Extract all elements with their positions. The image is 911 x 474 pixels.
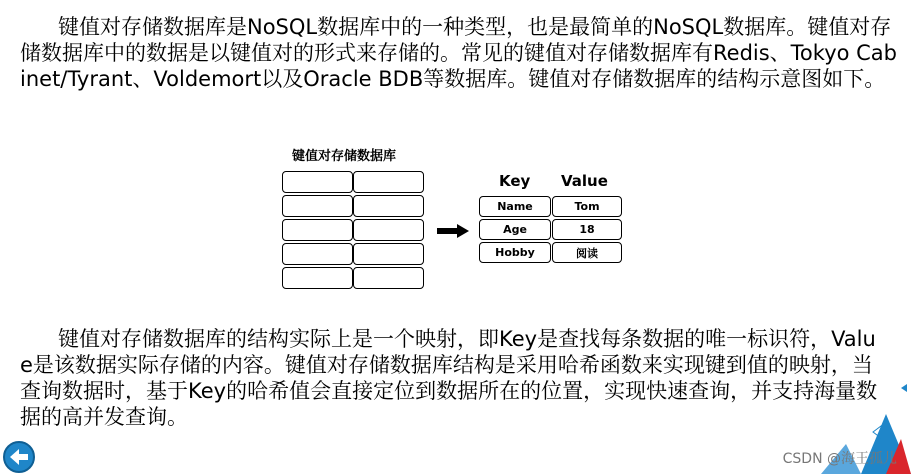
watermark: CSDN @海王孤儿 [782,451,897,467]
key-cell-name: Name [479,196,551,217]
grid-cell [282,267,353,289]
explanation-paragraph: 键值对存储数据库的结构实际上是一个映射，即Key是查找每条数据的唯一标识符，Value是该数据实际存储的内容。键值对存储数据库结构是采用哈希函数来实现键到值的映射，当查询数据时，基于Key的哈希值会直接定位到数据所在的位置，实现快速查询，并支持海量数据的高并发查询。 [20,327,878,429]
key-cell-age: Age [479,219,551,240]
value-cell-hobby: 阅读 [552,242,622,263]
grid-cell [282,219,353,241]
key-cell-hobby: Hobby [479,242,551,263]
value-cell-name: Tom [552,196,622,217]
grid-cell [353,171,424,193]
value-cell-age: 18 [552,219,622,240]
grid-cell [282,243,353,265]
grid-cell [282,171,353,193]
grid-cell [353,195,424,217]
back-arrow-icon[interactable] [2,440,36,474]
mapping-arrow-icon [437,224,469,238]
key-header: Key [499,172,531,190]
grid-cell [353,243,424,265]
intro-paragraph: 键值对存储数据库是NoSQL数据库中的一种类型，也是最简单的NoSQL数据库。键值对存储数据库中的数据是以键值对的形式来存储的。常见的键值对存储数据库有Redis、Tokyo Cabinet/Tyrant、Voldemort以及Oracle BDB等数据库。键值对存储数据库的结构示意图如下。 [20,15,898,91]
value-header: Value [561,172,608,190]
grid-cell [353,267,424,289]
diagram-title: 键值对存储数据库 [292,149,397,164]
grid-cell [282,195,353,217]
grid-cell [353,219,424,241]
